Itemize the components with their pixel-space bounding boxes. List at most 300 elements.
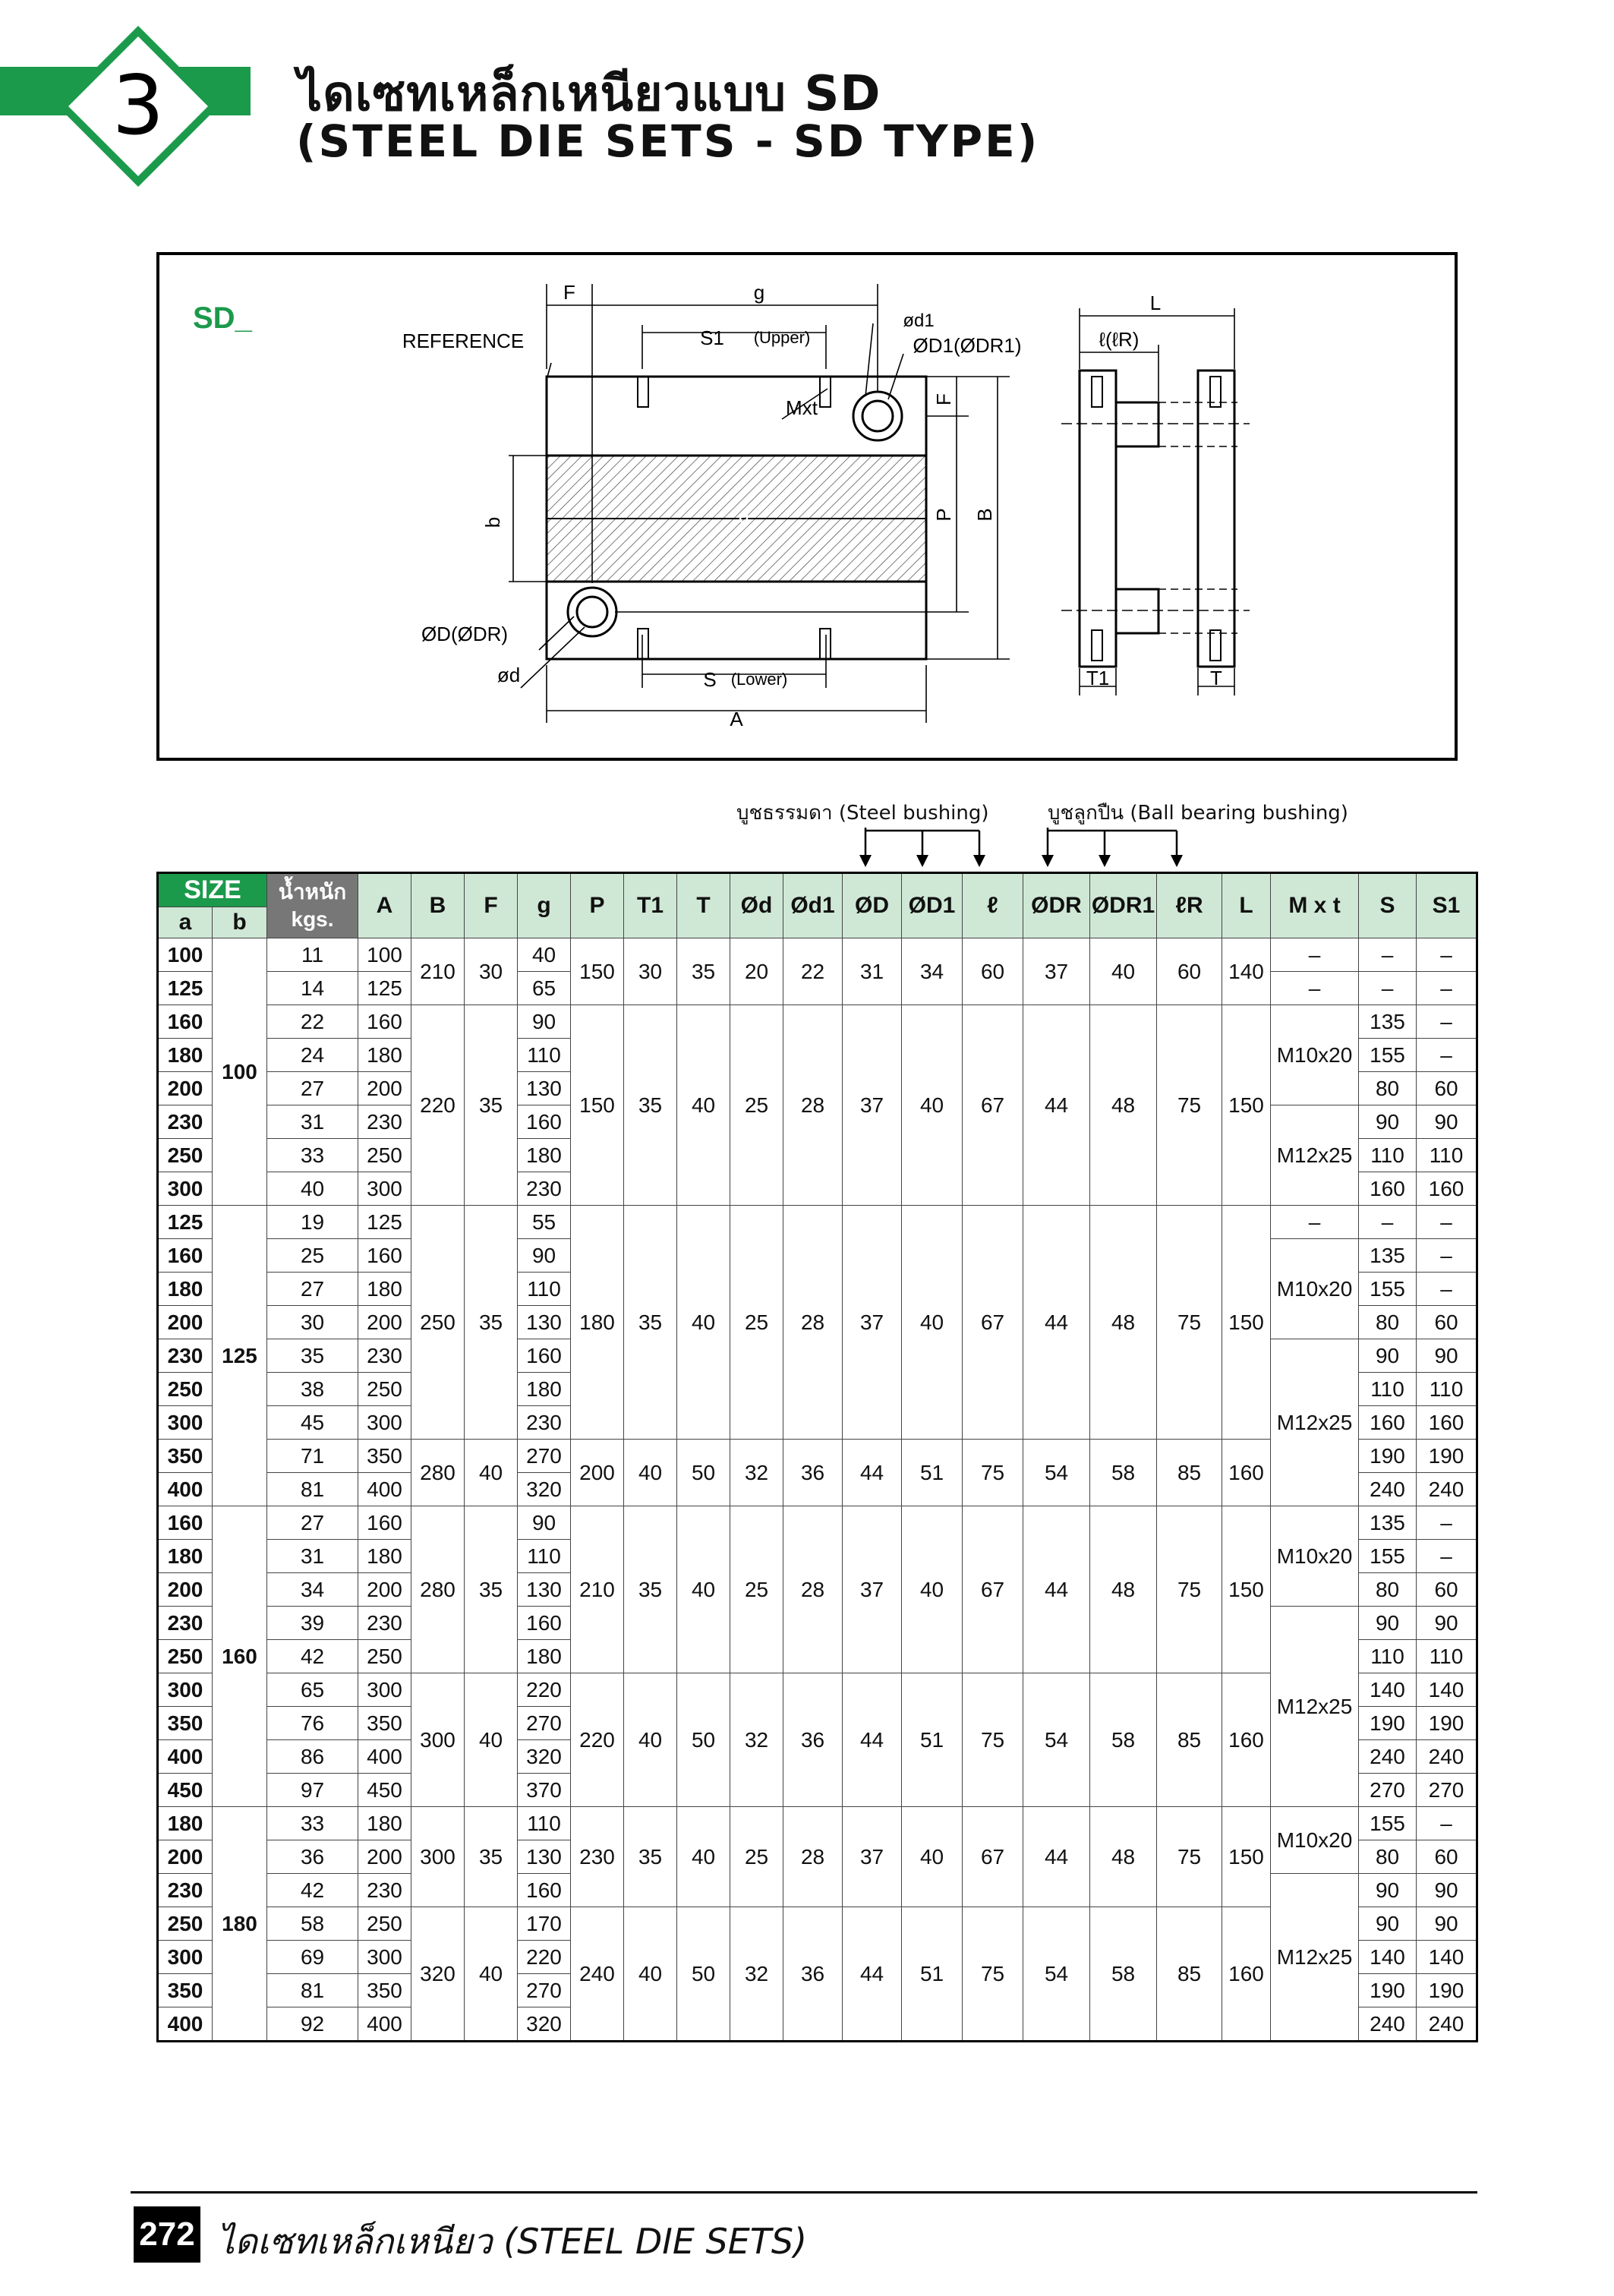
cell-S1: – [1417, 1273, 1477, 1306]
cell-T1: 35 [624, 1206, 677, 1440]
cell-A: 200 [358, 1306, 411, 1339]
reference-label: REFERENCE [402, 330, 525, 352]
cell-DR: 37 [1023, 938, 1090, 1005]
cell-g: 130 [518, 1573, 571, 1607]
D1-label: ØD1(ØDR1) [913, 334, 1022, 357]
cell-g: 170 [518, 1907, 571, 1941]
cell-F: 30 [465, 938, 518, 1005]
cell-DR1: 48 [1090, 1005, 1157, 1206]
cell-A: 300 [358, 1172, 411, 1206]
size-header: SIZE [158, 873, 267, 907]
cell-d: 32 [730, 1440, 783, 1506]
col-header: ℓR [1157, 873, 1222, 938]
cell-weight: 86 [267, 1740, 358, 1774]
cell-B: 220 [411, 1005, 465, 1206]
cell-S: 110 [1359, 1139, 1417, 1172]
cell-S: 110 [1359, 1640, 1417, 1673]
cell-a: 160 [158, 1005, 213, 1039]
cell-A: 230 [358, 1339, 411, 1373]
cell-S1: 90 [1417, 1607, 1477, 1640]
cell-S1: 90 [1417, 1907, 1477, 1941]
cell-D: 37 [843, 1005, 902, 1206]
cell-weight: 42 [267, 1640, 358, 1673]
cell-S1: – [1417, 1506, 1477, 1540]
cell-g: 270 [518, 1707, 571, 1740]
cell-S1: 90 [1417, 1105, 1477, 1139]
cell-weight: 27 [267, 1072, 358, 1105]
col-header: T [677, 873, 730, 938]
cell-DR1: 58 [1090, 1673, 1157, 1807]
cell-D: 37 [843, 1206, 902, 1440]
cell-S1: – [1417, 1540, 1477, 1573]
cell-F: 40 [465, 1673, 518, 1807]
cell-weight: 81 [267, 1473, 358, 1506]
cell-a: 200 [158, 1072, 213, 1105]
cell-g: 160 [518, 1105, 571, 1139]
cell-g: 320 [518, 1740, 571, 1774]
cell-a: 200 [158, 1840, 213, 1874]
dim-A: A [730, 708, 743, 730]
cell-g: 320 [518, 2007, 571, 2042]
cell-F: 35 [465, 1206, 518, 1440]
cell-weight: 36 [267, 1840, 358, 1874]
table-row [158, 938, 1477, 972]
col-header: ØD1 [902, 873, 963, 938]
cell-T: 40 [677, 1506, 730, 1673]
cell-A: 200 [358, 1840, 411, 1874]
cell-g: 65 [518, 972, 571, 1005]
cell-weight: 39 [267, 1607, 358, 1640]
cell-weight: 35 [267, 1339, 358, 1373]
cell-T: 40 [677, 1206, 730, 1440]
cell-weight: 97 [267, 1774, 358, 1807]
cell-A: 100 [358, 938, 411, 972]
cell-g: 180 [518, 1373, 571, 1406]
cell-g: 270 [518, 1440, 571, 1473]
d1-label: ød1 [903, 311, 935, 331]
cell-F: 35 [465, 1506, 518, 1673]
cell-d1: 36 [783, 1440, 843, 1506]
cell-b: 100 [213, 938, 267, 1206]
cell-weight: 40 [267, 1172, 358, 1206]
cell-A: 230 [358, 1105, 411, 1139]
cell-S1: – [1417, 1206, 1477, 1239]
cell-DR: 54 [1023, 1440, 1090, 1506]
cell-weight: 33 [267, 1139, 358, 1172]
cell-d: 20 [730, 938, 783, 1005]
title-thai: ไดเซทเหล็กเหนียวแบบ SD [298, 66, 881, 122]
cell-B: 250 [411, 1206, 465, 1440]
cell-lR: 75 [1157, 1005, 1222, 1206]
cell-S1: 140 [1417, 1673, 1477, 1707]
cell-S1: 110 [1417, 1373, 1477, 1406]
cell-D1: 40 [902, 1506, 963, 1673]
cell-d1: 28 [783, 1506, 843, 1673]
cell-S: 155 [1359, 1273, 1417, 1306]
dim-P: P [932, 508, 955, 522]
cell-L: 150 [1222, 1005, 1271, 1206]
cell-S: – [1359, 972, 1417, 1005]
cell-S: 110 [1359, 1373, 1417, 1406]
bushing-notes [729, 797, 1427, 881]
cell-B: 210 [411, 938, 465, 1005]
cell-A: 180 [358, 1540, 411, 1573]
cell-D1: 40 [902, 1005, 963, 1206]
cell-A: 450 [358, 1774, 411, 1807]
cell-weight: 27 [267, 1506, 358, 1540]
mxt-label: Mxt [786, 396, 818, 419]
cell-D1: 34 [902, 938, 963, 1005]
drawing-svg [159, 255, 1455, 758]
cell-D1: 51 [902, 1907, 963, 2042]
cell-S: 155 [1359, 1807, 1417, 1840]
cell-g: 160 [518, 1607, 571, 1640]
cell-g: 55 [518, 1206, 571, 1239]
cell-B: 320 [411, 1907, 465, 2042]
cell-S: 160 [1359, 1406, 1417, 1440]
cell-P: 240 [571, 1907, 624, 2042]
cell-A: 200 [358, 1573, 411, 1607]
cell-d1: 22 [783, 938, 843, 1005]
cell-g: 160 [518, 1339, 571, 1373]
cell-S: 140 [1359, 1941, 1417, 1974]
cell-DR1: 58 [1090, 1440, 1157, 1506]
cell-a: 450 [158, 1774, 213, 1807]
cell-A: 250 [358, 1373, 411, 1406]
cell-d1: 28 [783, 1206, 843, 1440]
cell-B: 300 [411, 1807, 465, 1907]
cell-S: 90 [1359, 1607, 1417, 1640]
cell-d: 25 [730, 1807, 783, 1907]
cell-P: 220 [571, 1673, 624, 1807]
cell-D1: 40 [902, 1206, 963, 1440]
chapter-number: 3 [112, 58, 165, 153]
cell-g: 220 [518, 1941, 571, 1974]
cell-F: 35 [465, 1005, 518, 1206]
cell-Mxt: M10x20 [1271, 1807, 1359, 1874]
cell-a: 300 [158, 1941, 213, 1974]
a-label: a [738, 504, 750, 527]
steel-bushing-note: บูชธรรมดา (Steel bushing) [736, 802, 989, 825]
cell-S1: 110 [1417, 1139, 1477, 1172]
cell-lR: 75 [1157, 1506, 1222, 1673]
side-view [1061, 371, 1250, 667]
dim-S: S [703, 668, 717, 691]
cell-lR: 85 [1157, 1440, 1222, 1506]
cell-a: 180 [158, 1540, 213, 1573]
cell-weight: 38 [267, 1373, 358, 1406]
cell-D: 44 [843, 1673, 902, 1807]
cell-d1: 28 [783, 1807, 843, 1907]
cell-S: – [1359, 938, 1417, 972]
cell-T: 40 [677, 1807, 730, 1907]
cell-lR: 85 [1157, 1907, 1222, 2042]
col-header: B [411, 873, 465, 938]
cell-Mxt: M10x20 [1271, 1506, 1359, 1607]
cell-A: 350 [358, 1440, 411, 1473]
cell-A: 160 [358, 1005, 411, 1039]
cell-S1: – [1417, 1005, 1477, 1039]
col-header: M x t [1271, 873, 1359, 938]
cell-weight: 31 [267, 1105, 358, 1139]
cell-a: 160 [158, 1239, 213, 1273]
cell-T: 50 [677, 1907, 730, 2042]
cell-a: 180 [158, 1807, 213, 1840]
cell-D1: 40 [902, 1807, 963, 1907]
cell-S: 155 [1359, 1039, 1417, 1072]
cell-L: 140 [1222, 938, 1271, 1005]
cell-S1: 160 [1417, 1406, 1477, 1440]
cell-weight: 19 [267, 1206, 358, 1239]
cell-A: 180 [358, 1807, 411, 1840]
cell-T1: 40 [624, 1440, 677, 1506]
cell-S: 240 [1359, 1740, 1417, 1774]
cell-weight: 69 [267, 1941, 358, 1974]
cell-l: 60 [963, 938, 1023, 1005]
cell-a: 230 [158, 1339, 213, 1373]
cell-l: 67 [963, 1005, 1023, 1206]
b-header: b [213, 907, 267, 938]
cell-S: 135 [1359, 1005, 1417, 1039]
cell-Mxt: M12x25 [1271, 1105, 1359, 1206]
cell-A: 400 [358, 1473, 411, 1506]
cell-S: 80 [1359, 1072, 1417, 1105]
cell-A: 350 [358, 1707, 411, 1740]
cell-g: 130 [518, 1306, 571, 1339]
cell-D: 44 [843, 1907, 902, 2042]
cell-l: 75 [963, 1907, 1023, 2042]
cell-a: 300 [158, 1673, 213, 1707]
col-header: L [1222, 873, 1271, 938]
model-label: SD_ [193, 301, 252, 335]
cell-Mxt: – [1271, 972, 1359, 1005]
cell-T1: 35 [624, 1807, 677, 1907]
col-header: Ød1 [783, 873, 843, 938]
cell-S1: 270 [1417, 1774, 1477, 1807]
dim-l: ℓ(ℓR) [1099, 328, 1140, 351]
cell-T: 40 [677, 1005, 730, 1206]
cell-DR: 44 [1023, 1807, 1090, 1907]
cell-S: – [1359, 1206, 1417, 1239]
cell-a: 230 [158, 1105, 213, 1139]
cell-F: 35 [465, 1807, 518, 1907]
cell-DR: 44 [1023, 1206, 1090, 1440]
cell-A: 160 [358, 1239, 411, 1273]
cell-weight: 33 [267, 1807, 358, 1840]
cell-a: 250 [158, 1907, 213, 1941]
cell-S: 190 [1359, 1707, 1417, 1740]
weight-header: น้ำหนัก kgs. [267, 873, 358, 938]
bushing-arrows [729, 797, 1427, 881]
cell-Mxt: M12x25 [1271, 1874, 1359, 2042]
page-number: 272 [134, 2206, 200, 2263]
cell-S: 90 [1359, 1339, 1417, 1373]
cell-a: 250 [158, 1139, 213, 1172]
D-label: ØD(ØDR) [421, 623, 509, 645]
cell-S1: 60 [1417, 1306, 1477, 1339]
footer-text: ไดเซทเหล็กเหนียว (STEEL DIE SETS) [217, 2221, 808, 2262]
cell-A: 400 [358, 1740, 411, 1774]
dim-g: g [753, 281, 765, 304]
cell-B: 280 [411, 1506, 465, 1673]
cell-A: 200 [358, 1072, 411, 1105]
cell-a: 350 [158, 1974, 213, 2007]
cell-d1: 36 [783, 1907, 843, 2042]
cell-DR: 44 [1023, 1506, 1090, 1673]
cell-weight: 30 [267, 1306, 358, 1339]
cell-lR: 60 [1157, 938, 1222, 1005]
lower-bushing-hole [568, 588, 616, 636]
cell-lR: 75 [1157, 1206, 1222, 1440]
cell-a: 300 [158, 1172, 213, 1206]
cell-a: 400 [158, 1473, 213, 1506]
cell-S: 240 [1359, 2007, 1417, 2042]
cell-S1: 160 [1417, 1172, 1477, 1206]
cell-F: 40 [465, 1907, 518, 2042]
cell-g: 230 [518, 1172, 571, 1206]
cell-S: 270 [1359, 1774, 1417, 1807]
col-header: ØDR1 [1090, 873, 1157, 938]
cell-S: 80 [1359, 1573, 1417, 1607]
cell-d: 32 [730, 1673, 783, 1807]
cell-a: 250 [158, 1373, 213, 1406]
cell-S1: 240 [1417, 1740, 1477, 1774]
cell-weight: 14 [267, 972, 358, 1005]
cell-S: 90 [1359, 1907, 1417, 1941]
cell-a: 200 [158, 1306, 213, 1339]
cell-g: 110 [518, 1273, 571, 1306]
cell-D: 37 [843, 1807, 902, 1907]
cell-S1: 60 [1417, 1573, 1477, 1607]
cell-B: 280 [411, 1440, 465, 1506]
table-row [158, 1807, 1477, 1840]
cell-S: 190 [1359, 1974, 1417, 2007]
cell-S: 155 [1359, 1540, 1417, 1573]
cell-a: 300 [158, 1406, 213, 1440]
col-header: g [518, 873, 571, 938]
cell-g: 90 [518, 1506, 571, 1540]
upper-plate [547, 377, 926, 456]
dim-B: B [973, 508, 996, 522]
cell-a: 180 [158, 1039, 213, 1072]
cell-DR1: 48 [1090, 1807, 1157, 1907]
cell-T1: 40 [624, 1673, 677, 1807]
cell-d1: 28 [783, 1005, 843, 1206]
cell-weight: 76 [267, 1707, 358, 1740]
col-header: ØDR [1023, 873, 1090, 938]
cell-g: 40 [518, 938, 571, 972]
dim-T: T [1210, 667, 1222, 689]
cell-S: 135 [1359, 1239, 1417, 1273]
cell-S1: – [1417, 1807, 1477, 1840]
cell-a: 350 [158, 1440, 213, 1473]
cell-weight: 11 [267, 938, 358, 972]
cell-weight: 71 [267, 1440, 358, 1473]
cell-S1: 60 [1417, 1072, 1477, 1105]
cell-A: 180 [358, 1273, 411, 1306]
cell-g: 110 [518, 1807, 571, 1840]
table-row [158, 1005, 1477, 1039]
cell-T1: 40 [624, 1907, 677, 2042]
cell-weight: 27 [267, 1273, 358, 1306]
dim-b: b [481, 516, 504, 528]
cell-DR1: 48 [1090, 1506, 1157, 1673]
cell-S1: – [1417, 1239, 1477, 1273]
cell-weight: 31 [267, 1540, 358, 1573]
cell-Mxt: M12x25 [1271, 1607, 1359, 1807]
cell-weight: 45 [267, 1406, 358, 1440]
cell-a: 230 [158, 1874, 213, 1907]
cell-D1: 51 [902, 1673, 963, 1807]
cell-g: 90 [518, 1239, 571, 1273]
cell-S1: 190 [1417, 1440, 1477, 1473]
cell-L: 150 [1222, 1807, 1271, 1907]
dim-S1-note: (Upper) [753, 328, 811, 347]
cell-A: 250 [358, 1640, 411, 1673]
cell-lR: 75 [1157, 1807, 1222, 1907]
cell-S: 190 [1359, 1440, 1417, 1473]
cell-S: 160 [1359, 1172, 1417, 1206]
cell-a: 125 [158, 1206, 213, 1239]
col-header: ℓ [963, 873, 1023, 938]
cell-g: 370 [518, 1774, 571, 1807]
title-english: (STEEL DIE SETS - SD TYPE) [296, 115, 1040, 167]
cell-g: 110 [518, 1039, 571, 1072]
cell-T1: 35 [624, 1005, 677, 1206]
cell-weight: 58 [267, 1907, 358, 1941]
cell-g: 220 [518, 1673, 571, 1707]
cell-S1: – [1417, 938, 1477, 972]
cell-S1: 240 [1417, 2007, 1477, 2042]
cell-Mxt: M10x20 [1271, 1005, 1359, 1105]
cell-g: 180 [518, 1139, 571, 1172]
col-header: F [465, 873, 518, 938]
cell-S1: 90 [1417, 1874, 1477, 1907]
cell-P: 150 [571, 938, 624, 1005]
cell-g: 130 [518, 1072, 571, 1105]
cell-A: 125 [358, 1206, 411, 1239]
cell-l: 67 [963, 1506, 1023, 1673]
cell-Mxt: M12x25 [1271, 1339, 1359, 1506]
cell-d: 32 [730, 1907, 783, 2042]
cell-weight: 81 [267, 1974, 358, 2007]
dim-F-right: F [932, 393, 955, 405]
cell-d1: 36 [783, 1673, 843, 1807]
cell-DR: 54 [1023, 1907, 1090, 2042]
col-header: A [358, 873, 411, 938]
cell-weight: 24 [267, 1039, 358, 1072]
cell-a: 125 [158, 972, 213, 1005]
cell-d: 25 [730, 1005, 783, 1206]
cell-S1: 60 [1417, 1840, 1477, 1874]
cell-DR: 44 [1023, 1005, 1090, 1206]
cell-a: 250 [158, 1640, 213, 1673]
cell-a: 350 [158, 1707, 213, 1740]
cell-b: 160 [213, 1506, 267, 1807]
cell-g: 230 [518, 1406, 571, 1440]
cell-A: 230 [358, 1607, 411, 1640]
cell-weight: 42 [267, 1874, 358, 1907]
col-header: S [1359, 873, 1417, 938]
cell-l: 75 [963, 1673, 1023, 1807]
cell-g: 270 [518, 1974, 571, 2007]
cell-A: 230 [358, 1874, 411, 1907]
cell-d: 25 [730, 1506, 783, 1673]
dim-L: L [1149, 292, 1162, 314]
dim-S-note: (Lower) [730, 670, 788, 689]
cell-a: 230 [158, 1607, 213, 1640]
cell-g: 180 [518, 1640, 571, 1673]
